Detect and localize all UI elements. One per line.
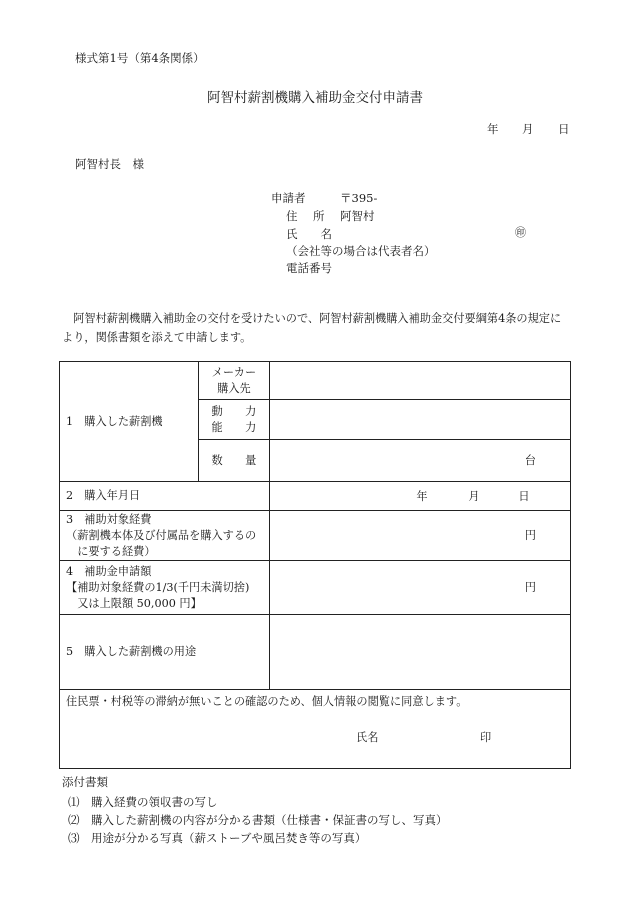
power-label-line1: 動 力 bbox=[211, 404, 257, 418]
applicant-address-field[interactable]: 阿智村 bbox=[340, 209, 375, 223]
maker-field[interactable] bbox=[270, 362, 571, 400]
row4-label-line1: 4 補助金申請額 bbox=[66, 564, 152, 578]
quantity-unit: 台 bbox=[524, 453, 536, 467]
row3-label-line1: 3 補助対象経費 bbox=[66, 512, 152, 526]
row3-unit: 円 bbox=[524, 528, 536, 542]
table-row bbox=[60, 615, 571, 690]
row5-label: 5 購入した薪割機の用途 bbox=[60, 615, 270, 690]
table-row bbox=[60, 511, 571, 561]
date-year-label[interactable]: 年 bbox=[487, 122, 499, 136]
table-row bbox=[60, 690, 571, 769]
quantity-label: 数 量 bbox=[198, 440, 270, 482]
maker-label bbox=[198, 362, 270, 400]
maker-label-line1: メーカー bbox=[211, 365, 257, 379]
row3-label bbox=[60, 511, 270, 561]
power-label-line2: 能 力 bbox=[211, 420, 257, 434]
form-number: 様式第1号（第4条関係） bbox=[75, 51, 205, 65]
applicant-name-label: 氏 名 bbox=[286, 227, 332, 241]
applicant-address-label: 住 所 bbox=[286, 209, 327, 223]
purchase-day-label: 日 bbox=[518, 490, 530, 503]
maker-label-line2: 購入先 bbox=[217, 381, 251, 395]
subsidy-amount-field[interactable] bbox=[270, 561, 571, 615]
row3-label-line2: （薪割機本体及び付属品を購入するの bbox=[66, 528, 257, 542]
applicant-label: 申請者 bbox=[271, 191, 306, 205]
attachment-item: ⑵ 購入した薪割機の内容が分かる書類（仕様書・保証書の写し、写真） bbox=[68, 813, 448, 827]
purchase-year-label: 年 bbox=[416, 490, 428, 503]
attachment-item: ⑴ 購入経費の領収書の写し bbox=[68, 795, 218, 809]
table-row bbox=[60, 482, 571, 511]
applicant-tel-label: 電話番号 bbox=[286, 261, 332, 275]
eligible-cost-field[interactable] bbox=[270, 511, 571, 561]
row4-label-line3: 又は上限額 50,000 円】 bbox=[66, 596, 202, 610]
date-day-label[interactable]: 日 bbox=[558, 122, 570, 136]
attachment-item: ⑶ 用途が分かる写真（薪ストーブや風呂焚き等の写真） bbox=[68, 831, 367, 845]
usage-field[interactable] bbox=[270, 615, 571, 690]
quantity-field[interactable] bbox=[270, 440, 571, 482]
row4-unit: 円 bbox=[524, 580, 536, 594]
applicant-name-note: （会社等の場合は代表者名） bbox=[286, 244, 436, 258]
date-month-label[interactable]: 月 bbox=[522, 122, 534, 136]
addressee: 阿智村長 様 bbox=[75, 157, 144, 171]
consent-seal-label: 印 bbox=[480, 731, 492, 744]
consent-cell bbox=[60, 690, 571, 769]
purchase-date-field[interactable] bbox=[270, 482, 571, 511]
applicant-postal-field[interactable]: 〒395- bbox=[340, 191, 378, 205]
power-label bbox=[198, 400, 270, 440]
purchase-month-label: 月 bbox=[468, 490, 480, 503]
row2-label: 2 購入年月日 bbox=[60, 482, 270, 511]
row3-label-line3: に要する経費） bbox=[66, 544, 156, 558]
consent-name-label: 氏名 bbox=[356, 731, 379, 744]
table-row bbox=[60, 362, 571, 400]
application-table bbox=[59, 361, 571, 769]
page-title: 阿智村薪割機購入補助金交付申請書 bbox=[207, 90, 423, 106]
table-row bbox=[60, 561, 571, 615]
attachments-title: 添付書類 bbox=[62, 775, 108, 789]
consent-text: 住民票・村税等の滞納が無いことの確認のため、個人情報の閲覧に同意します。 bbox=[66, 695, 468, 708]
row4-label bbox=[60, 561, 270, 615]
intro-text: 阿智村薪割機購入補助金の交付を受けたいので、阿智村薪割機購入補助金交付要綱第4条の規定により，関係書類を添えて申請します。 bbox=[62, 312, 562, 344]
power-field[interactable] bbox=[270, 400, 571, 440]
seal-mark: ㊞ bbox=[515, 226, 526, 239]
row1-label: 1 購入した薪割機 bbox=[60, 362, 199, 482]
row4-label-line2: 【補助対象経費の1/3(千円未満切捨) bbox=[66, 580, 250, 594]
